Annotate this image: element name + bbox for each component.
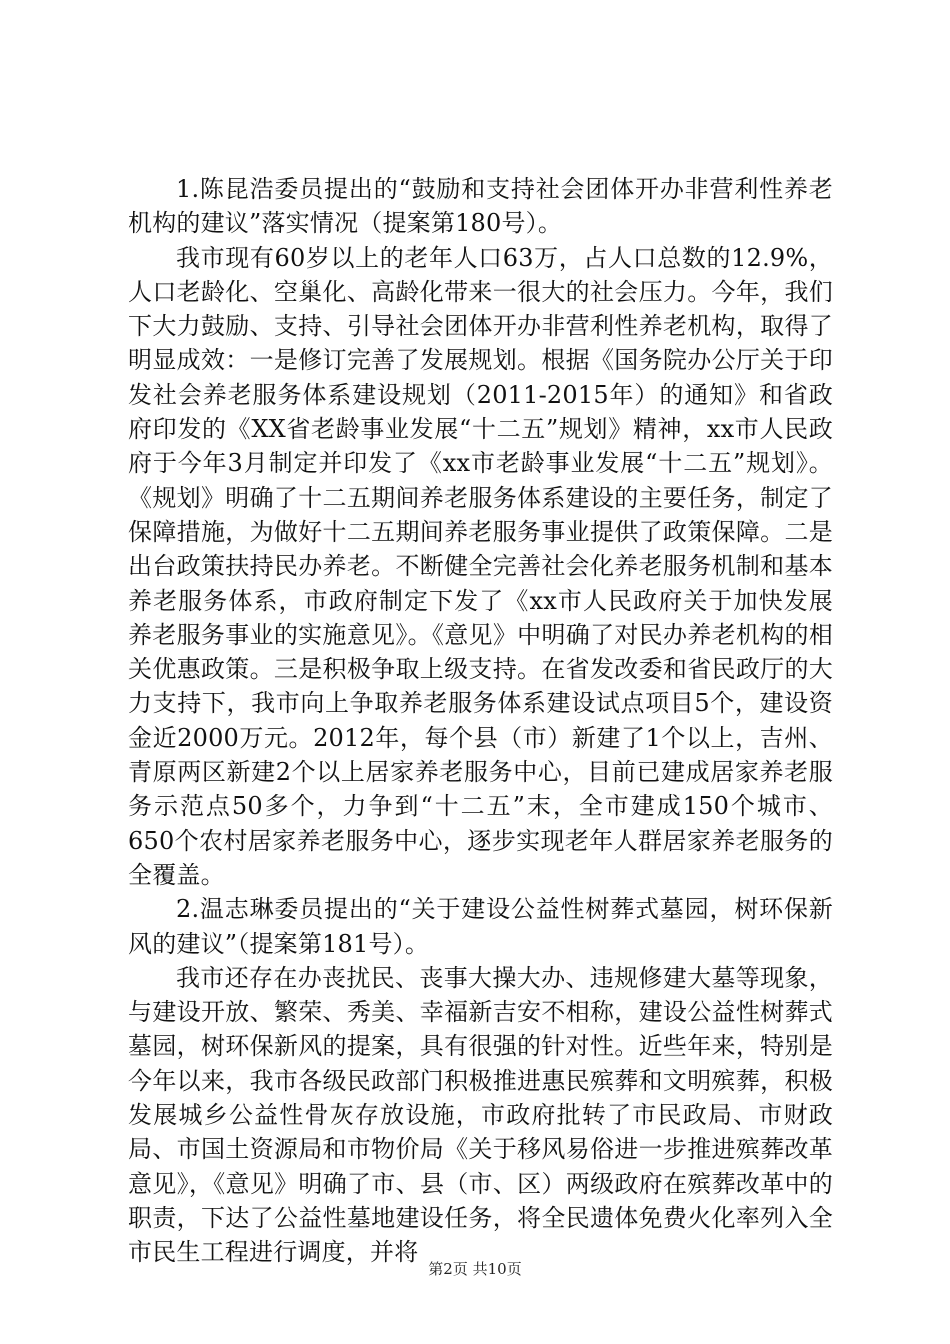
paragraph-proposal-180-body: 我市现有60岁以上的老年人口63万，占人口总数的12.9%，人口老龄化、空巢化、高龄化带来一很大的社会压力。今年，我们下大力鼓励、支持、引导社会团体开办非营利性养老机构，取得了明显成效：一是修订完善了发展规划。根据《国务院办公厅关于印发社会养老服务体系建设规划（2011-2015年）的通知》和省政府印发的《XX省老龄事业发展“十二五”规划》精神，xx市人民政府于今年3月制定并印发了《xx市老龄事业发展“十二五”规划》。《规划》明确了十二五期间养老服务体系建设的主要任务，制定了保障措施，为做好十二五期间养老服务事业提供了政策保障。二是出台政策扶持民办养老。不断健全完善社会化养老服务机制和基本养老服务体系，市政府制定下发了《xx市人民政府关于加快发展养老服务事业的实施意见》。《意见》中明确了对民办养老机构的相关优惠政策。三是积极争取上级支持。在省发改委和省民政厅的大力支持下，我市向上争取养老服务体系建设试点项目5个，建设资金近2000万元。2012年，每个县（市）新建了1个以上，吉州、青原两区新建2个以上居家养老服务中心，目前已建成居家养老服务示范点50多个，力争到“十二五”末，全市建成150个城市、650个农村居家养老服务中心，逐步实现老年人群居家养老服务的全覆盖。 bbox=[128, 243, 833, 889]
document-body bbox=[128, 172, 833, 1270]
page-number-footer: 第2页 共10页 bbox=[428, 1260, 522, 1278]
paragraph-proposal-181-title: 2.温志琳委员提出的“关于建设公益性树葬式墓园，树环保新风的建议”（提案第181号）。 bbox=[128, 895, 833, 958]
paragraph-proposal-181-body: 我市还存在办丧扰民、丧事大操大办、违规修建大墓等现象，与建设开放、繁荣、秀美、幸福新吉安不相称，建设公益性树葬式墓园，树环保新风的提案，具有很强的针对性。近些年来，特别是今年以来，我市各级民政部门积极推进惠民殡葬和文明殡葬，积极发展城乡公益性骨灰存放设施，市政府批转了市民政局、市财政局、市国土资源局和市物价局《关于移风易俗进一步推进殡葬改革意见》，《意见》明确了市、县（市、区）两级政府在殡葬改革中的职责，下达了公益性墓地建设任务，将全民遗体免费火化率列入全市民生工程进行调度，并将 bbox=[128, 963, 833, 1267]
paragraph-proposal-180-title: 1.陈昆浩委员提出的“鼓励和支持社会团体开办非营利性养老机构的建议”落实情况（提案第180号）。 bbox=[128, 175, 833, 238]
